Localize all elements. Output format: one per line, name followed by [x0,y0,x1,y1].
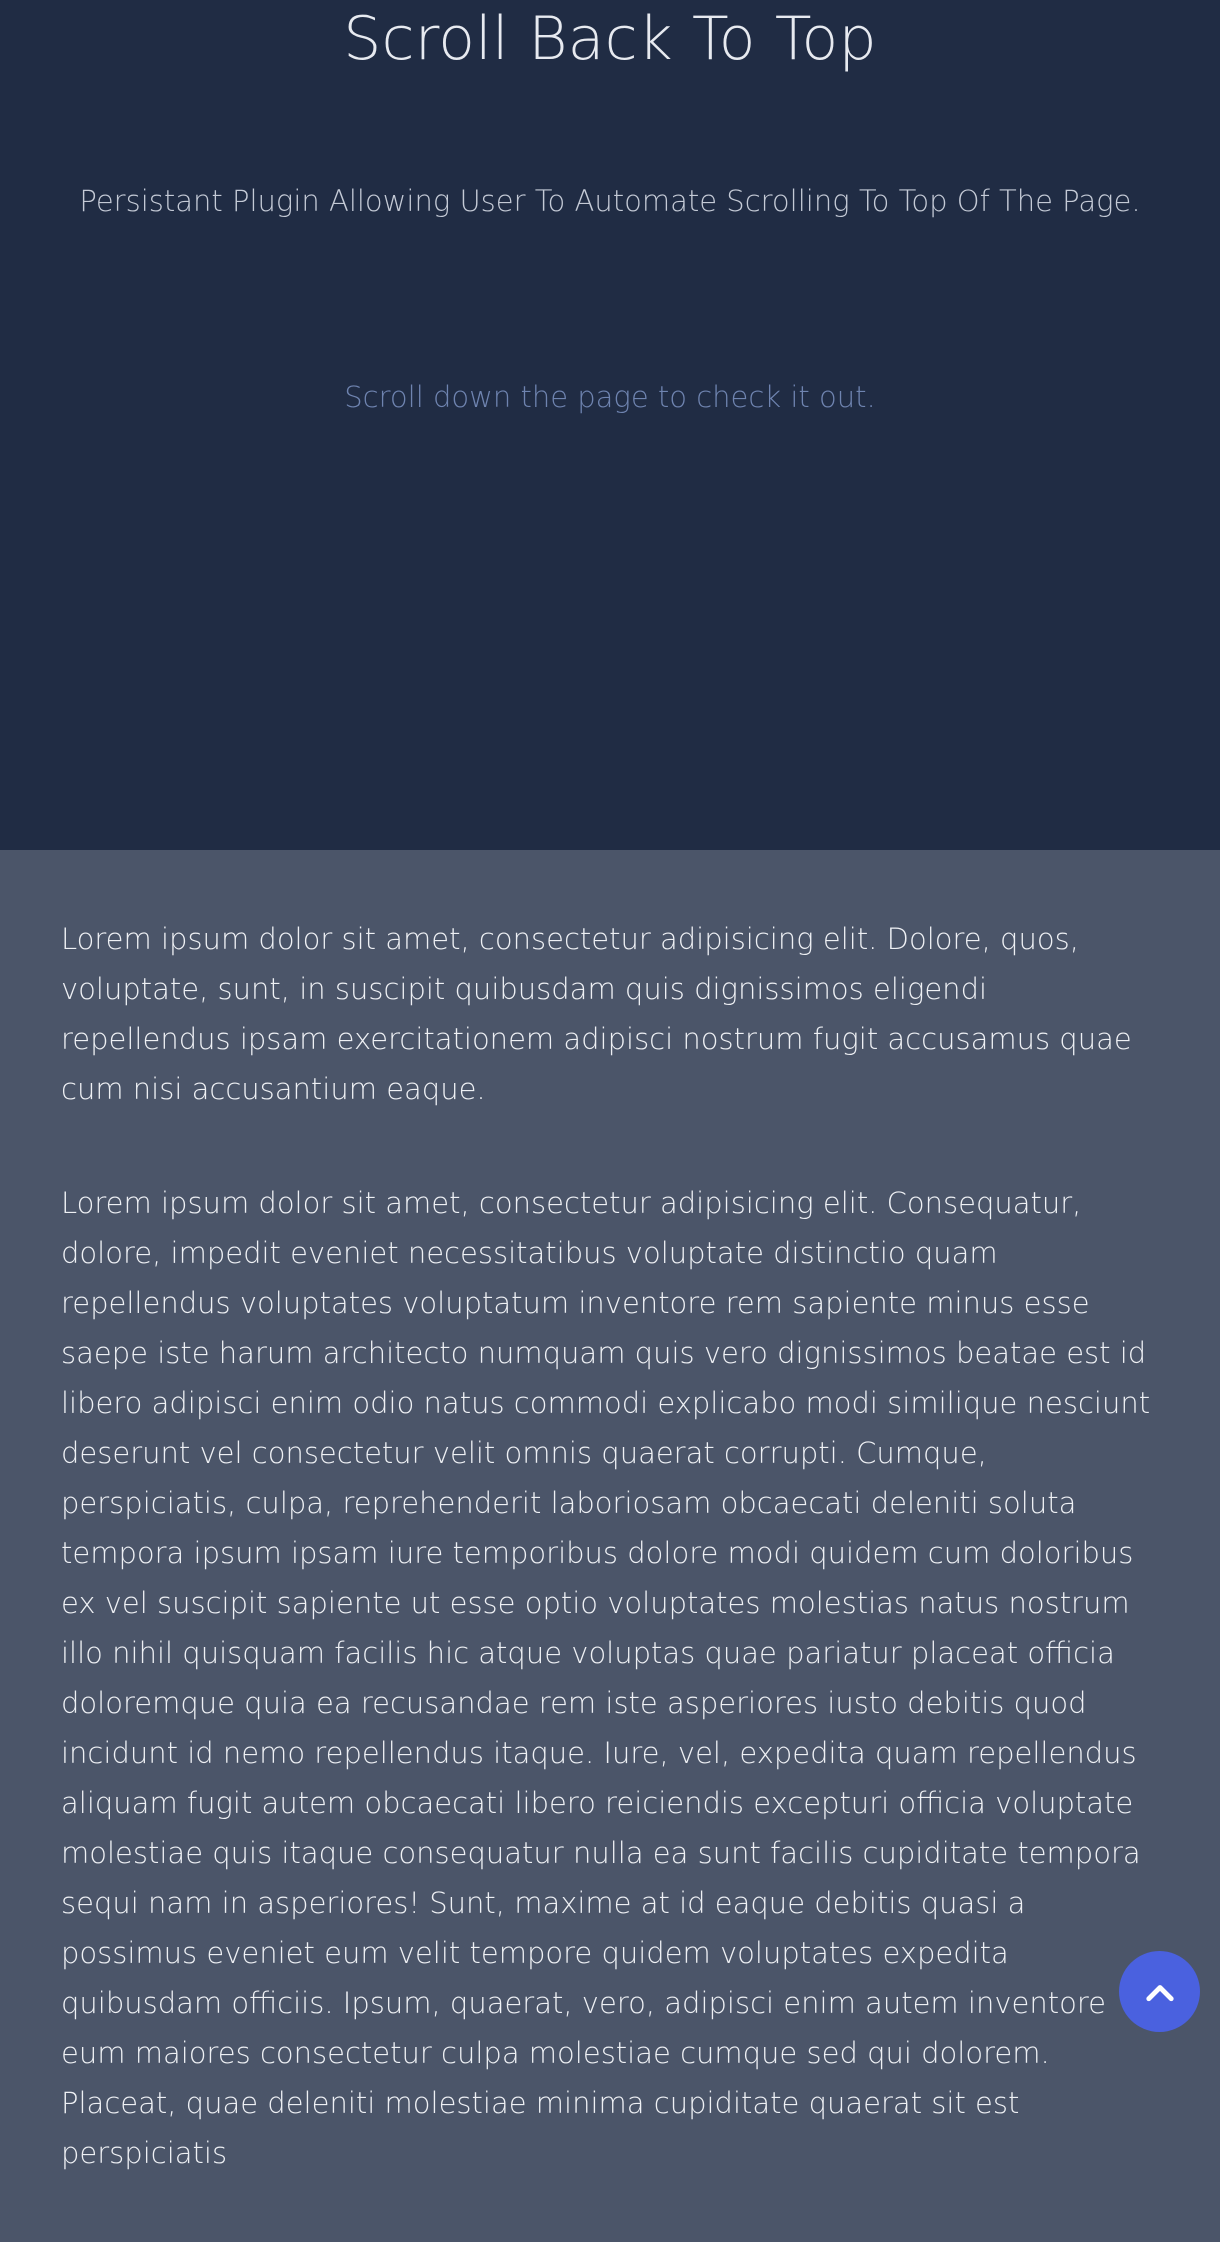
scroll-hint-text: Scroll down the page to check it out. [344,380,876,414]
content-section [61,914,1161,2242]
page-subtitle: Persistant Plugin Allowing User To Automate Scrolling To Top Of The Page. [79,184,1141,218]
content-paragraph: Lorem ipsum dolor sit amet, consectetur adipisicing elit. Consequatur, dolore, impedit eveniet necessitatibus voluptate distinctio quam repellendus voluptates voluptatum inventore rem sapiente minus esse saepe iste harum architecto numquam quis vero dignissimos beatae est id libero adipisci enim odio natus commodi explicabo modi similique nesciunt deserunt vel consectetur velit omnis quaerat corrupti. Cumque, perspiciatis, culpa, reprehenderit laboriosam obcaecati deleniti soluta tempora ipsum ipsam iure temporibus dolore modi quidem cum doloribus ex vel suscipit sapiente ut esse optio voluptates molestias natus nostrum illo nihil quisquam facilis hic atque voluptas quae pariatur placeat officia doloremque quia ea recusandae rem iste asperiores iusto debitis quod incidunt id nemo repellendus itaque. Iure, vel, expedita quam repellendus aliquam fugit autem obcaecati libero reiciendis excepturi officia voluptate molestiae quis itaque consequatur nulla ea sunt facilis cupiditate tempora sequi nam in asperiores! Sunt, maxime at id eaque debitis quasi a possimus eveniet eum velit tempore quidem voluptates expedita quibusdam officiis. Ipsum, quaerat, vero, adipisci enim autem inventore eum maiores consectetur culpa molestiae cumque sed qui dolorem. Placeat, quae deleniti molestiae minima cupiditate quaerat sit est perspiciatis [61,1186,1151,2170]
chevron-up-icon [1142,1974,1178,2010]
page-title: Scroll Back To Top [343,4,877,74]
back-to-top-button[interactable] [1119,1951,1200,2032]
content-paragraph: Lorem ipsum dolor sit amet, consectetur adipisicing elit. Dolore, quos, voluptate, sunt, in suscipit quibusdam quis dignissimos eligendi repellendus ipsam exercitationem adipisci nostrum fugit accusamus quae cum nisi accusantium eaque. [61,922,1132,1106]
hero-section [0,0,1220,850]
